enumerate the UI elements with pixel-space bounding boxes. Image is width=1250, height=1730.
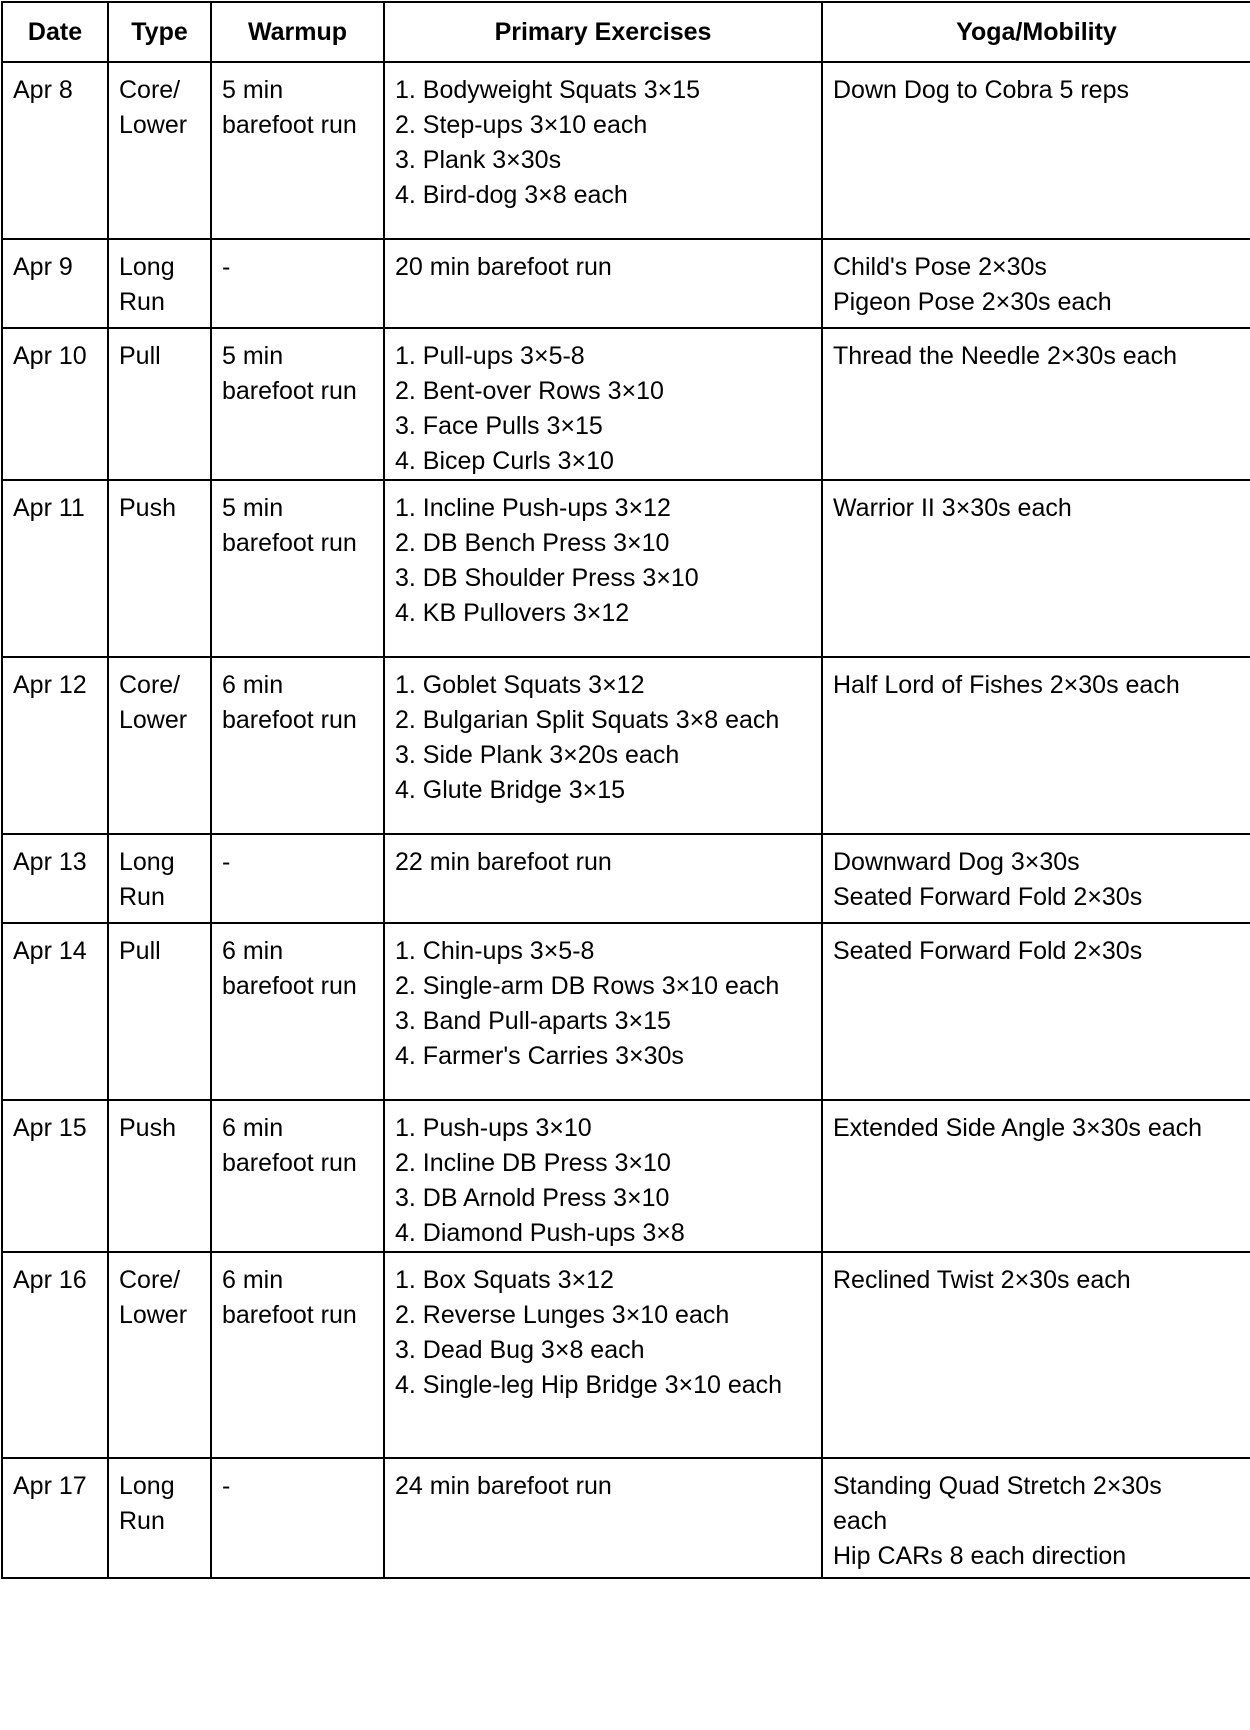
primary-exercises-line: 3. Plank 3×30s bbox=[395, 146, 562, 174]
yoga-mobility-cell bbox=[822, 1458, 1250, 1578]
yoga-mobility-line: Pigeon Pose 2×30s each bbox=[833, 288, 1112, 316]
type-line: Lower bbox=[119, 706, 188, 734]
type-cell bbox=[108, 1252, 211, 1458]
type-line: Long bbox=[119, 1472, 175, 1500]
warmup-line: barefoot run bbox=[222, 972, 357, 1000]
type-line: Pull bbox=[119, 937, 161, 965]
yoga-mobility-line: Reclined Twist 2×30s each bbox=[833, 1266, 1131, 1294]
type-line: Push bbox=[119, 1114, 176, 1142]
date-cell: Apr 11 bbox=[2, 480, 108, 657]
warmup-line: barefoot run bbox=[222, 111, 357, 139]
date-cell: Apr 16 bbox=[2, 1252, 108, 1458]
table-row bbox=[2, 328, 1250, 480]
warmup-line: barefoot run bbox=[222, 706, 357, 734]
primary-exercises-line: 4. KB Pullovers 3×12 bbox=[395, 599, 630, 627]
warmup-cell bbox=[211, 1100, 384, 1252]
warmup-line: barefoot run bbox=[222, 529, 357, 557]
warmup-cell bbox=[211, 328, 384, 480]
primary-exercises-line: 1. Pull-ups 3×5-8 bbox=[395, 342, 585, 370]
primary-exercises-header: Primary Exercises bbox=[384, 2, 822, 62]
type-cell bbox=[108, 239, 211, 328]
primary-exercises-line: 2. Incline DB Press 3×10 bbox=[395, 1149, 671, 1177]
primary-exercises-line: 2. Bent-over Rows 3×10 bbox=[395, 377, 664, 405]
warmup-cell bbox=[211, 239, 384, 328]
table-row bbox=[2, 1100, 1250, 1252]
yoga-mobility-line: Down Dog to Cobra 5 reps bbox=[833, 76, 1129, 104]
yoga-mobility-line: Standing Quad Stretch 2×30s bbox=[833, 1472, 1162, 1500]
yoga-mobility-line: Extended Side Angle 3×30s each bbox=[833, 1114, 1203, 1142]
yoga-mobility-line: Thread the Needle 2×30s each bbox=[833, 342, 1177, 370]
type-line: Core/ bbox=[119, 76, 181, 104]
yoga-mobility-line: Hip CARs 8 each direction bbox=[833, 1542, 1127, 1570]
type-line: Core/ bbox=[119, 1266, 181, 1294]
warmup-line: 6 min bbox=[222, 937, 284, 965]
type-line: Core/ bbox=[119, 671, 181, 699]
type-line: Lower bbox=[119, 1301, 188, 1329]
header-row bbox=[2, 2, 1250, 62]
warmup-line: 5 min bbox=[222, 76, 284, 104]
primary-exercises-line: 1. Box Squats 3×12 bbox=[395, 1266, 614, 1294]
primary-exercises-line: 1. Chin-ups 3×5-8 bbox=[395, 937, 595, 965]
date-cell: Apr 12 bbox=[2, 657, 108, 834]
primary-exercises-cell bbox=[384, 239, 822, 328]
type-line: Long bbox=[119, 253, 175, 281]
primary-exercises-line: 1. Push-ups 3×10 bbox=[395, 1114, 592, 1142]
type-line: Lower bbox=[119, 111, 188, 139]
primary-exercises-line: 1. Bodyweight Squats 3×15 bbox=[395, 76, 701, 104]
warmup-line: barefoot run bbox=[222, 1301, 357, 1329]
warmup-cell bbox=[211, 923, 384, 1100]
primary-exercises-line: 2. DB Bench Press 3×10 bbox=[395, 529, 670, 557]
yoga-mobility-cell bbox=[822, 239, 1250, 328]
table-row bbox=[2, 657, 1250, 834]
type-line: Pull bbox=[119, 342, 161, 370]
primary-exercises-line: 2. Reverse Lunges 3×10 each bbox=[395, 1301, 730, 1329]
primary-exercises-cell bbox=[384, 328, 822, 480]
primary-exercises-line: 3. DB Shoulder Press 3×10 bbox=[395, 564, 699, 592]
type-cell bbox=[108, 834, 211, 923]
primary-exercises-line: 2. Step-ups 3×10 each bbox=[395, 111, 648, 139]
primary-exercises-line: 4. Bicep Curls 3×10 bbox=[395, 447, 614, 475]
table-row bbox=[2, 923, 1250, 1100]
primary-exercises-cell bbox=[384, 923, 822, 1100]
table-row bbox=[2, 480, 1250, 657]
primary-exercises-line: 3. Dead Bug 3×8 each bbox=[395, 1336, 645, 1364]
date-cell: Apr 13 bbox=[2, 834, 108, 923]
primary-exercises-line: 3. DB Arnold Press 3×10 bbox=[395, 1184, 670, 1212]
date-cell: Apr 15 bbox=[2, 1100, 108, 1252]
warmup-cell bbox=[211, 834, 384, 923]
warmup-line: - bbox=[222, 1472, 231, 1500]
warmup-line: 5 min bbox=[222, 494, 284, 522]
primary-exercises-cell bbox=[384, 62, 822, 239]
table-row bbox=[2, 1458, 1250, 1578]
type-cell bbox=[108, 1458, 211, 1578]
type-line: Long bbox=[119, 848, 175, 876]
yoga-mobility-line: Half Lord of Fishes 2×30s each bbox=[833, 671, 1180, 699]
date-cell: Apr 10 bbox=[2, 328, 108, 480]
primary-exercises-line: 4. Glute Bridge 3×15 bbox=[395, 776, 626, 804]
warmup-cell bbox=[211, 657, 384, 834]
yoga-mobility-line: Seated Forward Fold 2×30s bbox=[833, 883, 1143, 911]
table-row bbox=[2, 1252, 1250, 1458]
type-cell bbox=[108, 1100, 211, 1252]
yoga-mobility-cell bbox=[822, 1100, 1250, 1252]
primary-exercises-line: 4. Farmer's Carries 3×30s bbox=[395, 1042, 684, 1070]
primary-exercises-cell bbox=[384, 1100, 822, 1252]
date-cell: Apr 9 bbox=[2, 239, 108, 328]
yoga-mobility-line: Warrior II 3×30s each bbox=[833, 494, 1072, 522]
date-cell: Apr 8 bbox=[2, 62, 108, 239]
table-body bbox=[2, 62, 1250, 1578]
yoga-mobility-cell bbox=[822, 1252, 1250, 1458]
type-cell bbox=[108, 923, 211, 1100]
warmup-line: 5 min bbox=[222, 342, 284, 370]
primary-exercises-line: 20 min barefoot run bbox=[395, 253, 612, 281]
yoga-mobility-line: Seated Forward Fold 2×30s bbox=[833, 937, 1143, 965]
type-cell bbox=[108, 657, 211, 834]
primary-exercises-line: 2. Bulgarian Split Squats 3×8 each bbox=[395, 706, 780, 734]
primary-exercises-cell bbox=[384, 1252, 822, 1458]
primary-exercises-cell bbox=[384, 1458, 822, 1578]
primary-exercises-line: 24 min barefoot run bbox=[395, 1472, 612, 1500]
primary-exercises-cell bbox=[384, 834, 822, 923]
type-line: Push bbox=[119, 494, 176, 522]
date-cell: Apr 14 bbox=[2, 923, 108, 1100]
primary-exercises-line: 3. Face Pulls 3×15 bbox=[395, 412, 603, 440]
yoga-mobility-header: Yoga/Mobility bbox=[822, 2, 1250, 62]
warmup-cell bbox=[211, 62, 384, 239]
warmup-line: 6 min bbox=[222, 1114, 284, 1142]
yoga-mobility-line: Child's Pose 2×30s bbox=[833, 253, 1047, 281]
type-header: Type bbox=[108, 2, 211, 62]
primary-exercises-line: 4. Single-leg Hip Bridge 3×10 each bbox=[395, 1371, 783, 1399]
date-header: Date bbox=[2, 2, 108, 62]
type-line: Run bbox=[119, 288, 165, 316]
warmup-line: barefoot run bbox=[222, 377, 357, 405]
warmup-line: - bbox=[222, 253, 231, 281]
yoga-mobility-cell bbox=[822, 480, 1250, 657]
yoga-mobility-line: Downward Dog 3×30s bbox=[833, 848, 1080, 876]
primary-exercises-line: 22 min barefoot run bbox=[395, 848, 612, 876]
warmup-line: barefoot run bbox=[222, 1149, 357, 1177]
primary-exercises-line: 4. Bird-dog 3×8 each bbox=[395, 181, 628, 209]
type-cell bbox=[108, 328, 211, 480]
warmup-header: Warmup bbox=[211, 2, 384, 62]
type-line: Run bbox=[119, 883, 165, 911]
yoga-mobility-cell bbox=[822, 657, 1250, 834]
warmup-cell bbox=[211, 480, 384, 657]
workout-plan-table bbox=[1, 1, 1250, 1579]
yoga-mobility-cell bbox=[822, 834, 1250, 923]
warmup-line: 6 min bbox=[222, 671, 284, 699]
warmup-cell bbox=[211, 1458, 384, 1578]
warmup-line: 6 min bbox=[222, 1266, 284, 1294]
primary-exercises-line: 1. Incline Push-ups 3×12 bbox=[395, 494, 671, 522]
yoga-mobility-cell bbox=[822, 923, 1250, 1100]
primary-exercises-line: 1. Goblet Squats 3×12 bbox=[395, 671, 645, 699]
primary-exercises-cell bbox=[384, 657, 822, 834]
date-cell: Apr 17 bbox=[2, 1458, 108, 1578]
yoga-mobility-cell bbox=[822, 328, 1250, 480]
primary-exercises-line: 2. Single-arm DB Rows 3×10 each bbox=[395, 972, 780, 1000]
warmup-cell bbox=[211, 1252, 384, 1458]
warmup-line: - bbox=[222, 848, 231, 876]
type-line: Run bbox=[119, 1507, 165, 1535]
table-row bbox=[2, 62, 1250, 239]
primary-exercises-cell bbox=[384, 480, 822, 657]
type-cell bbox=[108, 480, 211, 657]
type-cell bbox=[108, 62, 211, 239]
primary-exercises-line: 3. Band Pull-aparts 3×15 bbox=[395, 1007, 671, 1035]
primary-exercises-line: 3. Side Plank 3×20s each bbox=[395, 741, 680, 769]
table-row bbox=[2, 239, 1250, 328]
primary-exercises-line: 4. Diamond Push-ups 3×8 bbox=[395, 1219, 685, 1247]
table-row bbox=[2, 834, 1250, 923]
yoga-mobility-cell bbox=[822, 62, 1250, 239]
yoga-mobility-line: each bbox=[833, 1507, 888, 1535]
